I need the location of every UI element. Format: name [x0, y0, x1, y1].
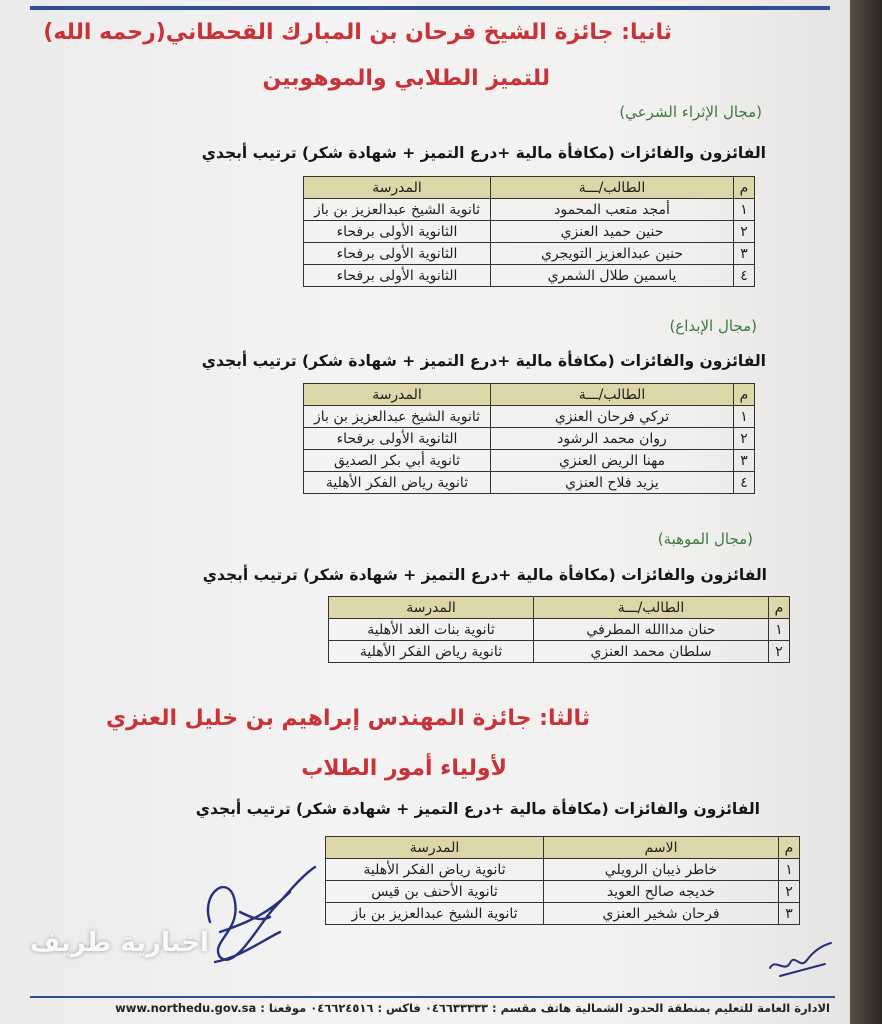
student-name: حنان مداالله المطرفي — [534, 619, 769, 641]
school-name: الثانوية الأولى برفحاء — [304, 221, 491, 243]
col-name-header: الطالب/ـــة — [491, 177, 734, 199]
section2-title: ثانيا: جائزة الشيخ فرحان بن المبارك القحطاني(رحمه الله) — [43, 20, 672, 45]
school-name: ثانوية الشيخ عبدالعزيز بن باز — [326, 903, 544, 925]
col-num-header: م — [779, 837, 800, 859]
table-row — [304, 265, 755, 287]
row-num: ٢ — [779, 881, 800, 903]
row-num: ١ — [769, 619, 790, 641]
watermark-text: اخبارية طريف — [30, 928, 209, 958]
table-row — [304, 199, 755, 221]
student-name: سلطان محمد العنزي — [534, 641, 769, 663]
row-num: ٣ — [779, 903, 800, 925]
table-row — [326, 881, 800, 903]
col-school-header: المدرسة — [304, 384, 491, 406]
table-row — [326, 903, 800, 925]
parent-name: فرحان شخير العنزي — [544, 903, 779, 925]
school-name: ثانوية بنات الغد الأهلية — [329, 619, 534, 641]
winners-heading: الفائزون والفائزات (مكافأة مالية +درع التميز + شهادة شكر) ترتيب أبجدي — [195, 800, 760, 818]
table-row — [326, 859, 800, 881]
student-name: مهنا الريض العنزي — [491, 450, 734, 472]
signature-right-icon — [765, 938, 835, 980]
school-name: ثانوية رياض الفكر الأهلية — [304, 472, 491, 494]
school-name: الثانوية الأولى برفحاء — [304, 265, 491, 287]
table-row — [304, 221, 755, 243]
student-name: حنين حميد العنزي — [491, 221, 734, 243]
signature-left-icon — [190, 862, 320, 977]
row-num: ١ — [734, 199, 755, 221]
category-label: (مجال الإثراء الشرعي) — [619, 103, 762, 121]
footer-contact: الادارة العامة للتعليم بمنطقة الحدود الشمالية هاتف مقسم : ٠٤٦٦٣٣٣٣٣ فاكس : ٠٤٦٦٢٤٥١٦ موقعنا : www.northedu.gov.sa — [115, 1001, 830, 1015]
student-name: روان محمد الرشود — [491, 428, 734, 450]
winners-heading: الفائزون والفائزات (مكافأة مالية +درع التميز + شهادة شكر) ترتيب أبجدي — [202, 566, 767, 584]
col-school-header: المدرسة — [326, 837, 544, 859]
table-row — [304, 450, 755, 472]
col-num-header: م — [769, 597, 790, 619]
student-name: حنين عبدالعزيز التويجري — [491, 243, 734, 265]
table-row — [304, 243, 755, 265]
student-name: ياسمين طلال الشمري — [491, 265, 734, 287]
table-row — [329, 619, 790, 641]
school-name: ثانوية الأحنف بن قيس — [326, 881, 544, 903]
row-num: ٤ — [734, 265, 755, 287]
category-label: (مجال الموهبة) — [657, 530, 753, 548]
col-school-header: المدرسة — [329, 597, 534, 619]
category-label: (مجال الإبداع) — [669, 317, 757, 335]
winners-heading: الفائزون والفائزات (مكافأة مالية +درع التميز + شهادة شكر) ترتيب أبجدي — [201, 352, 766, 370]
table-row — [304, 428, 755, 450]
school-name: ثانوية رياض الفكر الأهلية — [329, 641, 534, 663]
table-row — [304, 406, 755, 428]
parent-name: خاطر ذيبان الرويلي — [544, 859, 779, 881]
top-rule — [30, 6, 830, 10]
col-num-header: م — [734, 384, 755, 406]
winners-table — [303, 176, 755, 287]
parents-winners-table — [325, 836, 800, 925]
student-name: تركي فرحان العنزي — [491, 406, 734, 428]
section3-title: ثالثا: جائزة المهندس إبراهيم بن خليل العنزي — [105, 706, 590, 731]
col-name-header: الطالب/ـــة — [491, 384, 734, 406]
col-num-header: م — [734, 177, 755, 199]
row-num: ١ — [779, 859, 800, 881]
row-num: ٢ — [769, 641, 790, 663]
col-name-header: الطالب/ـــة — [534, 597, 769, 619]
school-name: ثانوية الشيخ عبدالعزيز بن باز — [304, 406, 491, 428]
school-name: ثانوية أبي بكر الصديق — [304, 450, 491, 472]
row-num: ٣ — [734, 243, 755, 265]
row-num: ٤ — [734, 472, 755, 494]
table-row — [329, 641, 790, 663]
section3-subtitle: لأولياء أمور الطلاب — [301, 756, 507, 781]
parent-name: خديجه صالح العويد — [544, 881, 779, 903]
col-school-header: المدرسة — [304, 177, 491, 199]
footer-rule — [30, 996, 835, 998]
col-name-header: الاسم — [544, 837, 779, 859]
row-num: ١ — [734, 406, 755, 428]
table-header-row — [329, 597, 790, 619]
student-name: يزيد فلاح العنزي — [491, 472, 734, 494]
background-surface — [850, 0, 882, 1024]
winners-heading: الفائزون والفائزات (مكافأة مالية +درع التميز + شهادة شكر) ترتيب أبجدي — [201, 144, 766, 162]
winners-table — [303, 383, 755, 494]
table-header-row — [304, 384, 755, 406]
school-name: ثانوية رياض الفكر الأهلية — [326, 859, 544, 881]
school-name: ثانوية الشيخ عبدالعزيز بن باز — [304, 199, 491, 221]
row-num: ٢ — [734, 221, 755, 243]
table-header-row — [326, 837, 800, 859]
section2-subtitle: للتميز الطلابي والموهوبين — [262, 66, 550, 91]
row-num: ٣ — [734, 450, 755, 472]
table-row — [304, 472, 755, 494]
winners-table — [328, 596, 790, 663]
school-name: الثانوية الأولى برفحاء — [304, 428, 491, 450]
table-header-row — [304, 177, 755, 199]
student-name: أمجد متعب المحمود — [491, 199, 734, 221]
school-name: الثانوية الأولى برفحاء — [304, 243, 491, 265]
row-num: ٢ — [734, 428, 755, 450]
